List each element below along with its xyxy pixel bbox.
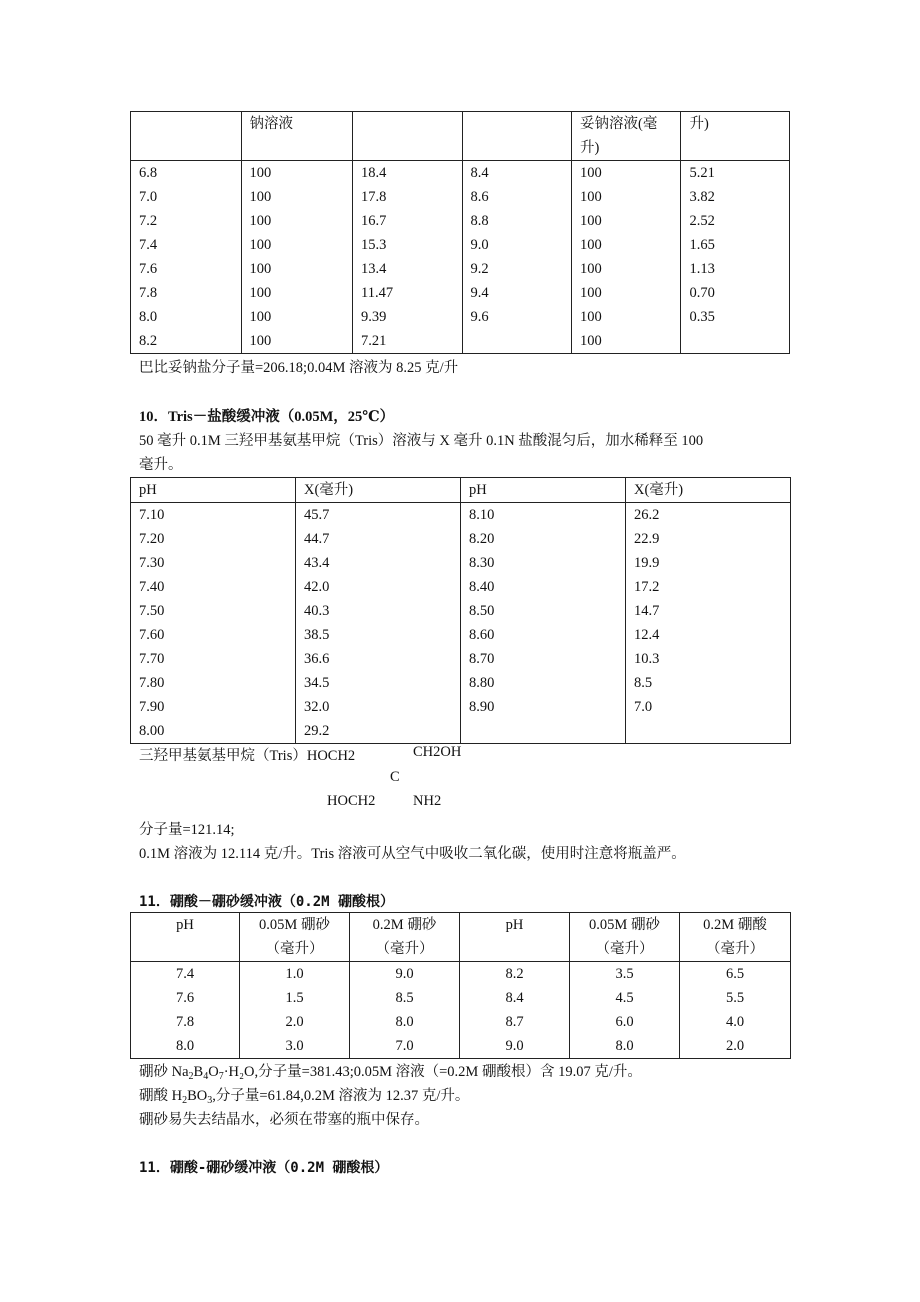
table-cell: 17.8 [353,185,462,209]
barbital-header-row [131,112,790,161]
table-cell: 9.6 [462,305,571,329]
table-cell: 34.5 [296,671,461,695]
table-cell: 22.9 [626,527,791,551]
table-cell: 0.35 [681,305,790,329]
header-cell [462,112,571,161]
table-row [131,599,791,623]
table-cell: 43.4 [296,551,461,575]
table-cell: 8.10 [461,503,626,528]
table-cell: 8.40 [461,575,626,599]
header-cell: 0.05M 硼砂 [240,913,350,938]
table-cell: 3.0 [240,1034,350,1059]
table-cell: 8.60 [461,623,626,647]
tris-table [130,477,791,744]
table-cell: 100 [571,185,680,209]
header-cell: 升) [681,112,790,161]
table-cell: 5.5 [680,986,791,1010]
tris-structure-bottom-right: NH2 [413,793,442,809]
table-cell: 7.60 [131,623,296,647]
table-cell: 1.0 [240,962,350,987]
table-cell: 6.8 [131,161,242,186]
table-row [131,1034,791,1059]
section10-intro-line2: 毫升。 [139,457,183,473]
table-cell: 14.7 [626,599,791,623]
table-row [131,962,791,987]
table-cell: 100 [571,281,680,305]
barbital-note: 巴比妥钠盐分子量=206.18;0.04M 溶液为 8.25 克/升 [139,360,459,376]
table-cell: 7.30 [131,551,296,575]
table-cell: 5.21 [681,161,790,186]
table-row [131,503,791,528]
table-cell: 8.5 [350,986,460,1010]
header-cell: 0.2M 硼酸 [680,913,791,938]
table-cell: 0.70 [681,281,790,305]
table-cell: 100 [571,305,680,329]
borax-note: 硼砂 $Na_2B_4O_7\cdot H_2O$,分子量=381.43;0.05M 溶液（=0.2M 硼酸根）含 19.07 克/升。 [139,1064,642,1082]
tris-header-row [131,478,791,503]
table-cell: 8.5 [626,671,791,695]
table-cell: 8.2 [460,962,570,987]
table-cell: 1.65 [681,233,790,257]
table-cell: 8.0 [131,305,242,329]
table-cell: 100 [241,161,353,186]
header-cell [353,112,462,161]
table-row [131,161,790,186]
table-cell: 36.6 [296,647,461,671]
table-cell: 2.0 [240,1010,350,1034]
tris-structure-bottom-left: HOCH2 [327,793,376,809]
table-row [131,695,791,719]
table-cell: 7.2 [131,209,242,233]
table-cell: 8.6 [462,185,571,209]
table-cell: 8.20 [461,527,626,551]
table-cell: 100 [571,161,680,186]
header-cell [131,112,242,161]
table-row [131,623,791,647]
table-cell: 29.2 [296,719,461,744]
tris-structure-top-right: CH2OH [413,744,462,760]
table-row [131,209,790,233]
table-cell: 8.0 [570,1034,680,1059]
table-cell: 44.7 [296,527,461,551]
table-cell: 100 [571,209,680,233]
table-cell: 1.5 [240,986,350,1010]
header-cell: X(毫升) [626,478,791,503]
table-cell: 100 [241,233,353,257]
table-cell: 1.13 [681,257,790,281]
tris-structure-label: 三羟甲基氨基甲烷（Tris）HOCH2 [139,748,356,764]
table-cell: 100 [571,257,680,281]
header-cell: （毫升） [570,937,680,962]
borax-note-suffix: ·H₂O,分子量=381.43;0.05M 溶液（=0.2M 硼酸根）含 19.07 克/升。 [223,1064,642,1080]
table-cell: 13.4 [353,257,462,281]
table-cell [462,329,571,354]
section11b-title: 11．硼酸-硼砂缓冲液（0.2M 硼酸根） [139,1160,389,1176]
table-row [131,647,791,671]
header-cell: 妥钠溶液(毫 升) [571,112,680,161]
table-cell: 100 [241,257,353,281]
table-cell: 9.39 [353,305,462,329]
table-cell [461,719,626,744]
table-row [131,185,790,209]
table-cell: 32.0 [296,695,461,719]
table-row [131,257,790,281]
table-cell: 8.30 [461,551,626,575]
borax-note-prefix: 硼砂 Na [139,1064,189,1080]
table-cell: 7.80 [131,671,296,695]
borate-table [130,912,791,1059]
table-cell: 7.20 [131,527,296,551]
header-cell: （毫升） [240,937,350,962]
barbital-table [130,111,790,354]
table-cell: 100 [241,305,353,329]
header-cell: 钠溶液 [241,112,353,161]
table-cell: 45.7 [296,503,461,528]
header-cell: 0.2M 硼砂 [350,913,460,938]
table-cell: 2.0 [680,1034,791,1059]
header-cell: pH [460,913,570,938]
borax-storage-note: 硼砂易失去结晶水，必须在带塞的瓶中保存。 [139,1112,429,1128]
table-cell: 15.3 [353,233,462,257]
table-cell: 11.47 [353,281,462,305]
table-cell: 7.4 [131,962,240,987]
table-cell: 6.5 [680,962,791,987]
table-cell: 7.10 [131,503,296,528]
table-cell: 8.0 [350,1010,460,1034]
table-cell: 7.0 [626,695,791,719]
table-cell: 7.70 [131,647,296,671]
table-cell: 18.4 [353,161,462,186]
table-cell: 42.0 [296,575,461,599]
table-row [131,719,791,744]
table-cell: 100 [241,281,353,305]
table-cell: 100 [241,329,353,354]
table-cell: 9.0 [350,962,460,987]
table-cell: 100 [571,329,680,354]
header-cell: （毫升） [680,937,791,962]
header-cell: X(毫升) [296,478,461,503]
table-cell: 8.70 [461,647,626,671]
header-cell: （毫升） [350,937,460,962]
table-cell: 12.4 [626,623,791,647]
table-row [131,305,790,329]
table-row [131,551,791,575]
table-cell: 26.2 [626,503,791,528]
table-row [131,671,791,695]
table-cell: 7.40 [131,575,296,599]
table-cell: 7.8 [131,281,242,305]
tris-structure-center: C [390,769,400,785]
header-cell: pH [131,913,240,938]
table-row [131,233,790,257]
table-cell: 7.0 [350,1034,460,1059]
table-cell: 8.50 [461,599,626,623]
table-cell: 8.2 [131,329,242,354]
header-cell: pH [461,478,626,503]
table-cell: 40.3 [296,599,461,623]
table-row [131,527,791,551]
table-cell: 17.2 [626,575,791,599]
table-cell: 10.3 [626,647,791,671]
table-cell: 9.0 [462,233,571,257]
header-cell: 0.05M 硼砂 [570,913,680,938]
header-cell: pH [131,478,296,503]
table-cell [681,329,790,354]
table-cell: 4.5 [570,986,680,1010]
header-cell [131,937,240,962]
table-cell: 4.0 [680,1010,791,1034]
table-cell: 9.2 [462,257,571,281]
table-cell: 100 [241,209,353,233]
table-cell: 7.90 [131,695,296,719]
table-cell: 9.0 [460,1034,570,1059]
borate-header-row-top [131,913,791,938]
table-cell: 100 [241,185,353,209]
table-cell: 9.4 [462,281,571,305]
section10-title: 10．Tris－盐酸缓冲液（0.05M，25℃） [139,409,395,425]
table-cell: 8.8 [462,209,571,233]
table-cell: 8.90 [461,695,626,719]
tris-note: 0.1M 溶液为 12.114 克/升。Tris 溶液可从空气中吸收二氧化碳，使用时注意将瓶盖严。 [139,846,686,862]
table-cell: 2.52 [681,209,790,233]
table-cell: 16.7 [353,209,462,233]
table-cell: 7.21 [353,329,462,354]
table-cell: 7.50 [131,599,296,623]
table-cell: 3.5 [570,962,680,987]
table-cell: 7.6 [131,986,240,1010]
table-cell: 8.4 [460,986,570,1010]
table-row [131,575,791,599]
table-cell: 6.0 [570,1010,680,1034]
section10-intro-line1: 50 毫升 0.1M 三羟甲基氨基甲烷（Tris）溶液与 X 毫升 0.1N 盐酸混匀后，加水稀释至 100 [139,433,704,449]
table-cell: 3.82 [681,185,790,209]
table-cell: 100 [571,233,680,257]
table-cell: 8.4 [462,161,571,186]
table-cell: 38.5 [296,623,461,647]
table-cell: 7.6 [131,257,242,281]
table-row [131,986,791,1010]
table-row [131,1010,791,1034]
boric-acid-note: 硼酸 $H_2BO_3$,分子量=61.84,0.2M 溶液为 12.37 克/升。 [139,1088,470,1106]
section11-title: 11．硼酸－硼砂缓冲液（0.2M 硼酸根） [139,894,395,910]
table-cell: 8.0 [131,1034,240,1059]
table-cell: 7.0 [131,185,242,209]
table-cell: 19.9 [626,551,791,575]
table-cell: 7.8 [131,1010,240,1034]
table-row [131,281,790,305]
table-cell: 7.4 [131,233,242,257]
table-cell: 8.00 [131,719,296,744]
borate-header-row-bottom [131,937,791,962]
table-cell: 8.80 [461,671,626,695]
table-cell [626,719,791,744]
table-cell: 8.7 [460,1010,570,1034]
header-cell [460,937,570,962]
tris-mw: 分子量=121.14; [139,822,235,838]
table-row [131,329,790,354]
